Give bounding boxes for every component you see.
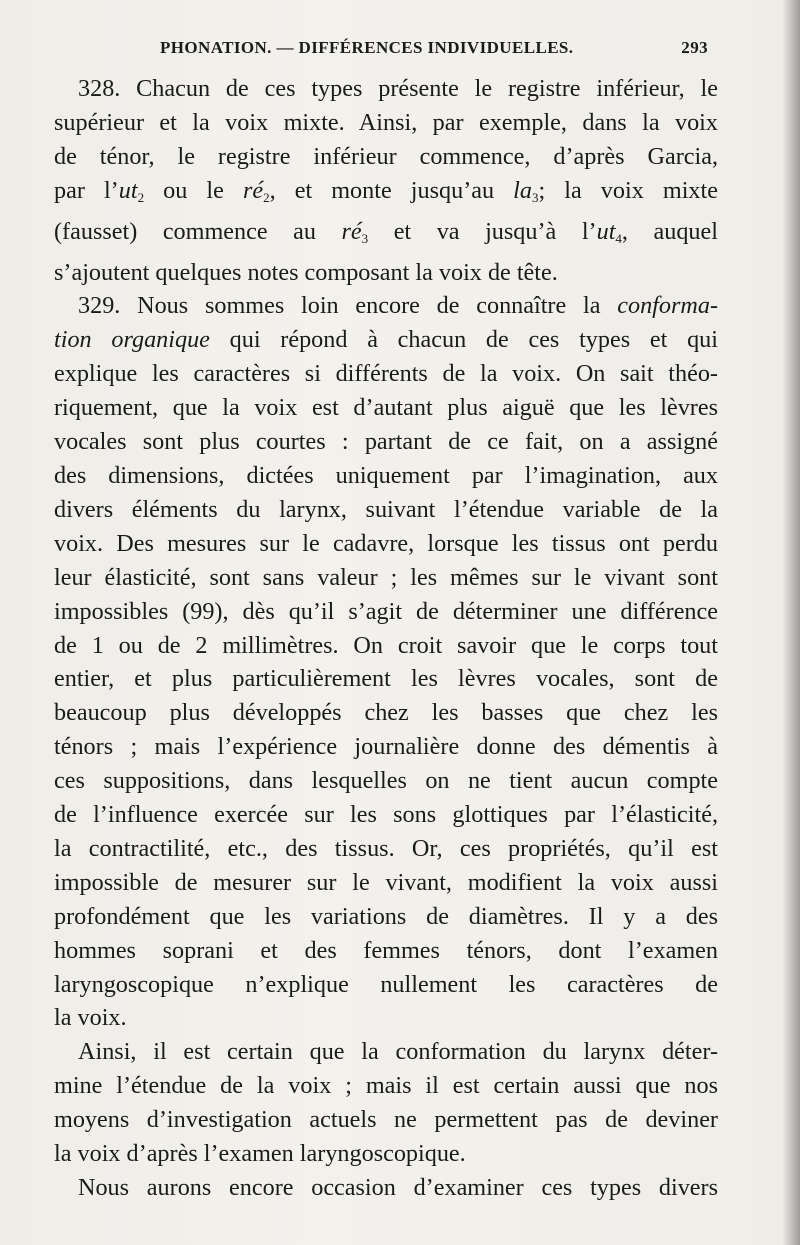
page-edge-shadow — [782, 0, 800, 1245]
line — [54, 72, 718, 106]
subscript: 2 — [263, 189, 270, 205]
body-text — [54, 72, 718, 1205]
text-span: Chacun de ces types présente le registre inférieur, le — [120, 75, 718, 102]
line: supérieur et la voix mixte. Ainsi, par exemple, dans la voix — [54, 108, 718, 136]
italic-phrase: tion organique — [54, 326, 210, 354]
line: explique les caractères si différents de la voix. On sait théo- — [54, 360, 718, 388]
running-header — [160, 38, 708, 64]
running-title: PHONATION. — DIFFÉRENCES INDIVIDUELLES. — [160, 38, 574, 57]
line: profondément que les variations de diamètres. Il y a des — [54, 902, 718, 930]
subscript: 3 — [531, 189, 539, 205]
note-ut: ut — [118, 176, 138, 204]
line: de 1 ou de 2 millimètres. On croit savoir que le corps tout — [54, 631, 718, 659]
text-span: , auquel — [621, 217, 718, 245]
italic-phrase: conforma- — [617, 292, 718, 320]
line: s’ajoutent quelques notes composant la voix de tête. — [54, 258, 558, 286]
line: riquement, que la voix est d’autant plus aiguë que les lèvres — [54, 394, 718, 422]
line: la voix. — [54, 1004, 127, 1032]
line — [54, 289, 718, 323]
subscript: 3 — [361, 230, 369, 246]
line: voix. Des mesures sur le cadavre, lorsque les tissus ont perdu — [54, 529, 718, 557]
line: ténors ; mais l’expérience journalière donne des démentis à — [54, 733, 718, 761]
note-ut: ut — [596, 217, 616, 245]
text-span: et va jusqu’à l’ — [368, 217, 597, 245]
line: impossibles (99), dès qu’il s’agit de déterminer une différence — [54, 597, 718, 625]
line — [54, 215, 718, 256]
line — [54, 174, 718, 215]
line: la voix d’après l’examen laryngoscopique. — [54, 1140, 466, 1168]
line: la contractilité, etc., des tissus. Or, ces propriétés, qu’il est — [54, 834, 718, 862]
text-span: , et monte jusqu’au — [269, 176, 514, 204]
line: hommes soprani et des femmes ténors, dont l’examen — [54, 936, 718, 964]
line: mine l’étendue de la voix ; mais il est certain aussi que nos — [54, 1072, 718, 1100]
text-span: qui répond à chacun de ces types et qui — [209, 326, 718, 354]
paragraph-number-329: 329. — [78, 292, 121, 320]
text-span: (fausset) commence au — [54, 217, 342, 245]
text-span: par l’ — [54, 176, 119, 204]
text-span: ; la voix mixte — [538, 176, 718, 204]
line: Ainsi, il est certain que la conformation du larynx déter- — [78, 1038, 718, 1066]
line: de ténor, le registre inférieur commence, d’après Garcia, — [54, 142, 718, 170]
paragraph-number-328: 328. — [78, 75, 121, 102]
page-number: 293 — [681, 38, 708, 57]
note-re: ré — [242, 176, 264, 204]
line: impossible de mesurer sur le vivant, modifient la voix aussi — [54, 868, 718, 896]
subscript: 2 — [137, 189, 145, 205]
line — [54, 323, 718, 357]
subscript: 4 — [615, 230, 622, 246]
text-span: ou le — [144, 176, 243, 204]
line: de l’influence exercée sur les sons glottiques par l’élasticité, — [54, 801, 718, 829]
line: beaucoup plus développés chez les basses que chez les — [54, 699, 718, 727]
line: moyens d’investigation actuels ne permettent pas de deviner — [54, 1106, 718, 1134]
line: ces suppositions, dans lesquelles on ne tient aucun compte — [54, 767, 718, 795]
line: des dimensions, dictées uniquement par l’imagination, aux — [54, 461, 718, 489]
line: divers éléments du larynx, suivant l’étendue variable de la — [54, 495, 718, 523]
text-span: Nous sommes loin encore de connaître la — [120, 292, 618, 320]
line: leur élasticité, sont sans valeur ; les mêmes sur le vivant sont — [54, 563, 718, 591]
line: vocales sont plus courtes : partant de ce fait, on a assigné — [54, 428, 718, 456]
line: entier, et plus particulièrement les lèvres vocales, sont de — [54, 665, 718, 693]
line: Nous aurons encore occasion d’examiner ces types divers — [78, 1174, 718, 1201]
line: laryngoscopique n’explique nullement les caractères de — [54, 970, 718, 998]
note-re: ré — [341, 217, 362, 245]
note-la: la — [513, 176, 532, 204]
